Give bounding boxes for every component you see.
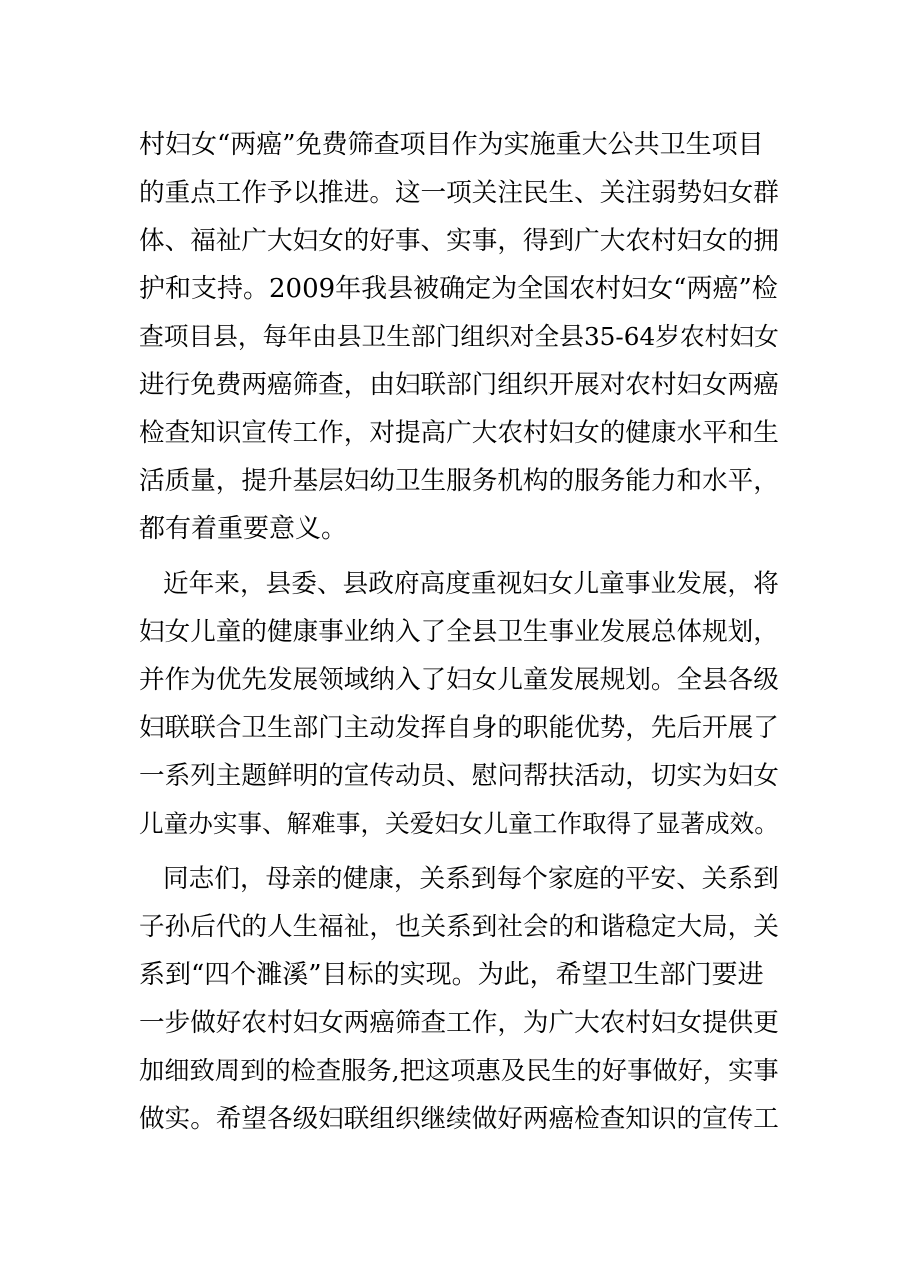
text-line: 近年来，县委、县政府高度重视妇女儿童事业发展，将 — [163, 569, 779, 599]
text-line: 检查知识宣传工作，对提高广大农村妇女的健康水平和生 — [139, 418, 779, 448]
text-line: 儿童办实事、解难事，关爱妇女儿童工作取得了显著成效。 — [139, 809, 779, 838]
text-line: 一步做好农村妇女两癌筛查工作，为广大农村妇女提供更 — [139, 1008, 779, 1038]
text-line: 查项目县，每年由县卫生部门组织对全县35-64岁农村妇女 — [139, 322, 779, 351]
text-line: 并作为优先发展领域纳入了妇女儿童发展规划。全县各级 — [139, 665, 779, 695]
text-line: 活质量，提升基层妇幼卫生服务机构的服务能力和水平， — [139, 466, 779, 496]
text-line: 做实。希望各级妇联组织继续做好两癌检查知识的宣传工 — [139, 1104, 779, 1134]
text-line: 村妇女“两癌”免费筛查项目作为实施重大公共卫生项目 — [139, 130, 764, 160]
text-line: 护和支持。2009年我县被确定为全国农村妇女“两癌”检 — [139, 274, 778, 304]
text-line: 子孙后代的人生福祉，也关系到社会的和谐稳定大局，关 — [139, 912, 779, 942]
text-line: 一系列主题鲜明的宣传动员、慰问帮扶活动，切实为妇女 — [139, 761, 779, 791]
text-line: 的重点工作予以推进。这一项关注民生、关注弱势妇女群 — [139, 178, 779, 208]
text-line: 妇女儿童的健康事业纳入了全县卫生事业发展总体规划， — [139, 617, 779, 647]
text-line: 同志们，母亲的健康，关系到每个家庭的平安、关系到 — [163, 864, 779, 894]
text-line: 体、福祉广大妇女的好事、实事，得到广大农村妇女的拥 — [139, 226, 779, 256]
text-line: 进行免费两癌筛查，由妇联部门组织开展对农村妇女两癌 — [139, 370, 779, 400]
text-line: 都有着重要意义。 — [139, 514, 348, 544]
text-line: 妇联联合卫生部门主动发挥自身的职能优势，先后开展了 — [139, 713, 779, 743]
text-line: 加细致周到的检查服务,把这项惠及民生的好事做好，实事 — [139, 1056, 779, 1085]
text-line: 系到“四个濉溪”目标的实现。为此，希望卫生部门要进 — [139, 960, 764, 990]
